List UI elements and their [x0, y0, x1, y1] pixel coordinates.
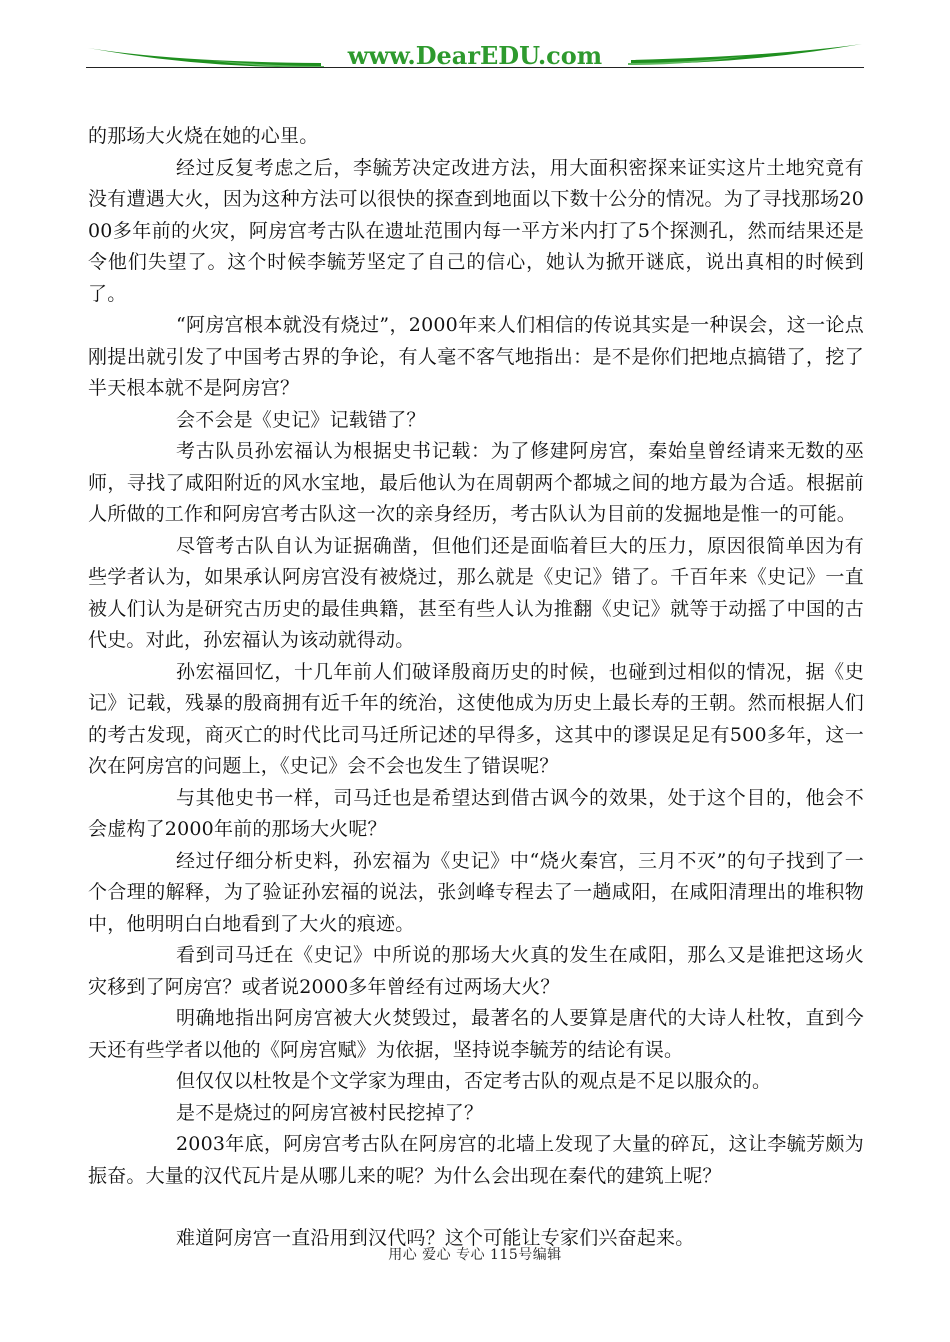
paragraph-14: 2003年底，阿房宫考古队在阿房宫的北墙上发现了大量的碎瓦，这让李毓芳颇为振奋。大量的汉代瓦片是从哪儿来的呢？为什么会出现在秦代的建筑上呢？	[88, 1133, 864, 1187]
paragraph-spacer	[88, 1192, 864, 1223]
paragraph-3: “阿房宫根本就没有烧过”，2000年来人们相信的传说其实是一种误会，这一论点刚提出就引发了中国考古界的争论，有人毫不客气地指出：是不是你们把地点搞错了，挖了半天根本就不是阿房宫？	[88, 314, 864, 399]
right-swoosh-icon	[631, 44, 862, 64]
paragraph-6: 尽管考古队自认为证据确凿，但他们还是面临着巨大的压力，原因很简单因为有些学者认为，如果承认阿房宫没有被烧过，那么就是《史记》错了。千百年来《史记》一直被人们认为是研究古历史的最佳典籍，甚至有些人认为推翻《史记》就等于动摇了中国的古代史。对此，孙宏福认为该动就得动。	[88, 534, 864, 651]
paragraph-7: 孙宏福回忆，十几年前人们破译殷商历史的时候，也碰到过相似的情况，据《史记》记载，残暴的殷商拥有近千年的统治，这使他成为历史上最长寿的王朝。然而根据人们的考古发现，商灭亡的时代比司马迁所记述的早得多，这其中的谬误足足有500多年，这一次在阿房宫的问题上，《史记》会不会也发生了错误呢？	[88, 660, 864, 777]
paragraph-2: 经过反复考虑之后，李毓芳决定改进方法，用大面积密探来证实这片土地究竟有没有遭遇大火，因为这种方法可以很快的探查到地面以下数十公分的情况。为了寻找那场2000多年前的火灾，阿房宫考古队在遗址范围内每一平方米内打了5个探测孔，然而结果还是令他们失望了。这个时候李毓芳坚定了自己的信心，她认为掀开谜底，说出真相的时候到了。	[88, 156, 864, 305]
header-banner	[86, 36, 864, 76]
left-swoosh-icon	[88, 48, 321, 67]
paragraph-13: 是不是烧过的阿房宫被村民挖掉了？	[176, 1101, 484, 1124]
paragraph-1: 的那场大火烧在她的心里。	[88, 125, 319, 147]
document-body	[88, 121, 864, 1255]
paragraph-9: 经过仔细分析史料，孙宏福为《史记》中“烧火秦宫，三月不灭”的句子找到了一个合理的解释，为了验证孙宏福的说法，张剑峰专程去了一趟咸阳，在咸阳清理出的堆积物中，他明明白白地看到了大火的痕迹。	[88, 849, 864, 935]
paragraph-12: 但仅仅以杜牧是个文学家为理由，否定考古队的观点是不足以服众的。	[176, 1070, 772, 1092]
brand-text: www.DearEDU.com	[347, 41, 603, 70]
paragraph-8: 与其他史书一样，司马迁也是希望达到借古讽今的效果，处于这个目的，他会不会虚构了2000年前的那场大火呢？	[88, 786, 864, 840]
paragraph-4: 会不会是《史记》记载错了？	[176, 408, 426, 431]
page-header	[86, 36, 864, 76]
paragraph-5: 考古队员孙宏福认为根据史书记载：为了修建阿房宫，秦始皇曾经请来无数的巫师，寻找了咸阳附近的风水宝地，最后他认为在周朝两个都城之间的地方最为合适。根据前人所做的工作和阿房宫考古队这一次的亲身经历，考古队认为目前的发掘地是惟一的可能。	[88, 440, 864, 525]
paragraph-10: 看到司马迁在《史记》中所说的那场大火真的发生在咸阳，那么又是谁把这场火灾移到了阿房宫？或者说2000多年曾经有过两场大火？	[88, 944, 864, 998]
paragraph-15: 难道阿房宫一直沿用到汉代吗？这个可能让专家们兴奋起来。	[176, 1227, 695, 1249]
paragraph-11: 明确地指出阿房宫被大火焚毁过，最著名的人要算是唐代的大诗人杜牧，直到今天还有些学者以他的《阿房宫赋》为依据，坚持说李毓芳的结论有误。	[88, 1007, 864, 1061]
page-footer: 用心 爱心 专心 115号编辑	[388, 1247, 562, 1263]
header-rule	[86, 67, 864, 68]
